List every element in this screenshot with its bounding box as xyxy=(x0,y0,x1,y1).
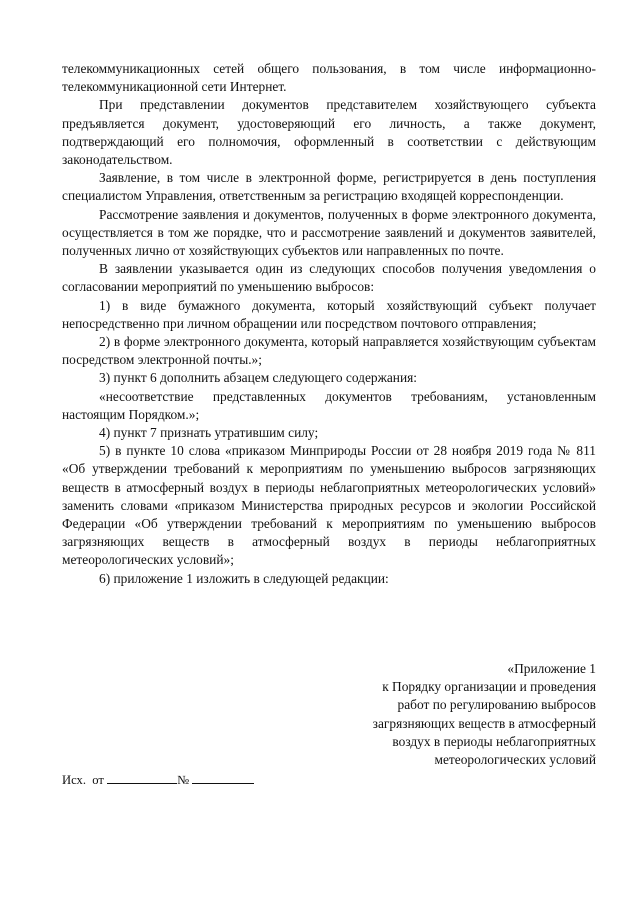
paragraph: Рассмотрение заявления и документов, полученных в форме электронного документа, осуществляется в том же порядке, что и рассмотрение заявлений и документов заявителей, полученных лично от хозяйствующих субъектов или направленных по почте. xyxy=(62,206,596,259)
number-label: № xyxy=(177,773,190,787)
appendix-line: работ по регулированию выбросов xyxy=(397,697,596,713)
paragraph: 6) приложение 1 изложить в следующей редакции: xyxy=(99,570,389,586)
paragraph: Заявление, в том числе в электронной форме, регистрируется в день поступления специалистом Управления, ответственным за регистрацию входящей корреспонденции. xyxy=(62,170,596,204)
appendix-line: к Порядку организации и проведения xyxy=(382,679,596,695)
paragraph: телекоммуникационных сетей общего пользования, в том числе информационно-телекоммуникационной сети Интернет. xyxy=(62,61,596,95)
outgoing-label: Исх. xyxy=(62,773,86,787)
document-body xyxy=(62,60,596,588)
outgoing-reference xyxy=(62,771,254,788)
paragraph: 5) в пункте 10 слова «приказом Минприроды России от 28 ноября 2019 года № 811 «Об утверждении требований к мероприятиям по уменьшению выбросов загрязняющих веществ в атмосферный воздух в периоды неблагоприятных метеорологических условий» заменить словами «приказом Министерства природных ресурсов и экологии Российской Федерации «Об утверждении требований к мероприятиям по уменьшению выбросов загрязняющих веществ в атмосферный воздух в периоды неблагоприятных метеорологических условий»; xyxy=(62,443,596,568)
appendix-heading xyxy=(306,660,596,769)
paragraph: В заявлении указывается один из следующих способов получения уведомления о согласовании мероприятий по уменьшению выбросов: xyxy=(62,261,596,295)
paragraph: 1) в виде бумажного документа, который хозяйствующий субъект получает непосредственно при личном обращении или посредством почтового отправления; xyxy=(62,297,596,331)
paragraph: 4) пункт 7 признать утратившим силу; xyxy=(99,425,319,441)
paragraph: При представлении документов представителем хозяйствующего субъекта предъявляется документ, удостоверяющий его личность, а также документ, подтверждающий его полномочия, оформленный в соответствии с действующим законодательством. xyxy=(62,97,596,168)
appendix-line: «Приложение 1 xyxy=(507,661,596,676)
appendix-line: метеорологических условий xyxy=(434,752,596,768)
appendix-line: воздух в периоды неблагоприятных xyxy=(392,733,596,749)
number-blank-line xyxy=(192,771,254,784)
paragraph: 2) в форме электронного документа, который направляется хозяйствующим субъектам посредством электронной почты.»; xyxy=(62,334,596,368)
paragraph: «несоответствие представленных документов требованиям, установленным настоящим Порядком.»; xyxy=(62,388,596,422)
date-from-label: от xyxy=(92,773,104,787)
paragraph: 3) пункт 6 дополнить абзацем следующего содержания: xyxy=(99,370,418,386)
appendix-line: загрязняющих веществ в атмосферный xyxy=(372,715,596,731)
date-blank-line xyxy=(107,771,177,784)
